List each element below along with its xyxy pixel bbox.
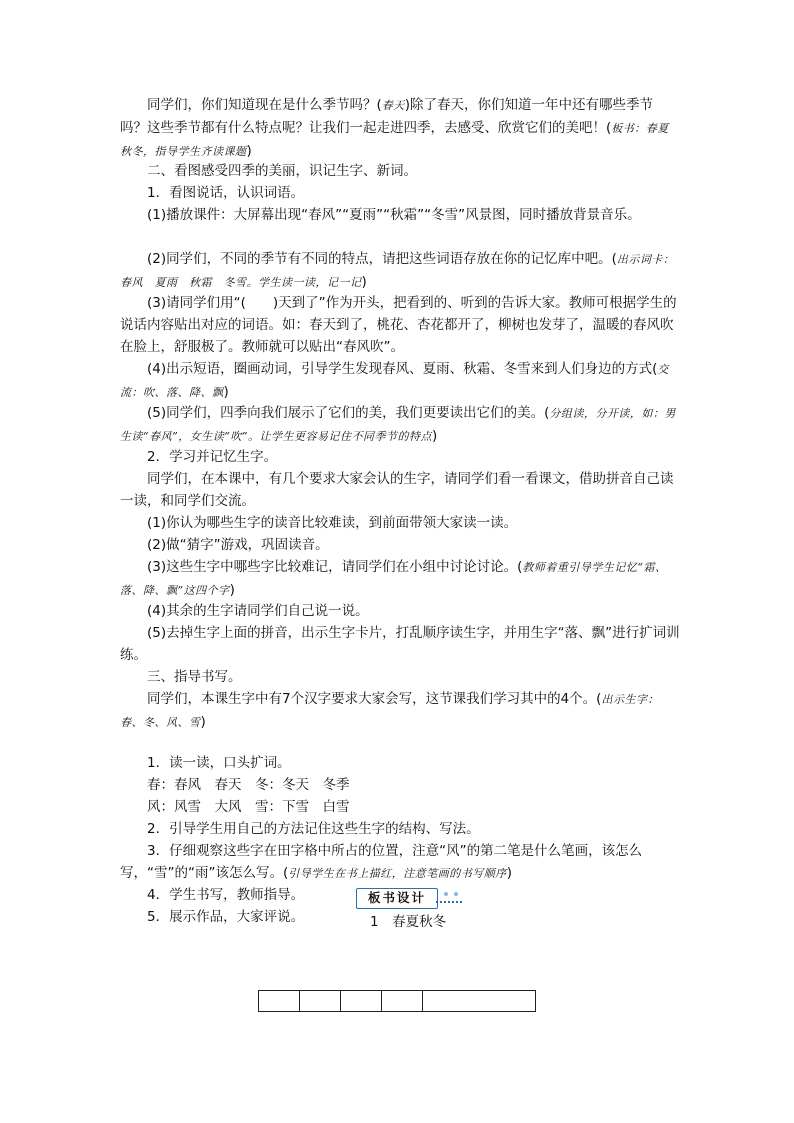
para-learn-1: (1)你认为哪些生字的读音比较难读，到前面带领大家读一读。	[147, 515, 518, 531]
para-note: 出示生字：春、冬、风、雪	[120, 693, 659, 729]
grid-cell	[341, 991, 382, 1011]
board-grid	[258, 990, 536, 1012]
grid-cell	[423, 991, 535, 1011]
para-text: )	[229, 582, 235, 598]
subheading-learn-characters: 2．学习并记忆生字。	[147, 449, 278, 465]
para-writing-5: 5．展示作品，大家评说。	[147, 909, 305, 925]
para-text: (2)同学们，不同的季节有不同的特点，请把这些词语存放在你的记忆库中吧。(	[147, 251, 617, 267]
para-note: 交流：吹、落、降、飘	[120, 363, 669, 399]
para-note: 分组读，分开读，如：男生读“春风”，女生读“吹”。让学生更容易记住不同季节的特点	[120, 407, 676, 443]
para-text: )	[506, 865, 513, 881]
para-writing-1: 1．读一读，口头扩词。	[147, 755, 291, 771]
board-title: 1 春夏秋冬	[370, 914, 447, 930]
para-learn-intro: 同学们，在本课中，有几个要求大家会认的生字，请同学们看一看课文，借助拼音自己读一读，和同学们交流。	[120, 471, 674, 509]
para-text: )	[200, 714, 206, 730]
grid-cell	[382, 991, 423, 1011]
para-text: )	[361, 274, 367, 290]
word-row-wind-snow: 风：风雪 大风 雪：下雪 白雪	[147, 799, 350, 815]
board-design-banner	[356, 888, 466, 908]
para-note: 板书：春夏秋冬，指导学生齐读课题	[120, 122, 669, 158]
para-learn-2: (2)做“猜字”游戏，巩固读音。	[147, 537, 329, 553]
grid-cell	[300, 991, 341, 1011]
para-note: 教师着重引导学生记忆“霜、落、降、飘”这四个字	[120, 561, 667, 597]
para-text: (4)出示短语，圈画动词，引导学生发现春风、夏雨、秋霜、冬雪来到人们身边的方式(	[147, 361, 658, 377]
para-text: (3)这些生字中哪些字比较难记，请同学们在小组中讨论讨论。(	[147, 559, 523, 575]
para-learn-4: (4)其余的生字请同学们自己说一说。	[147, 603, 369, 619]
para-text: )	[246, 143, 252, 159]
grid-cell	[259, 991, 300, 1011]
para-text: 同学们，本课生字中有7个汉字要求大家会写，这节课我们学习其中的4个。(	[147, 691, 602, 707]
para-learn-3	[120, 556, 680, 602]
para-step-2	[120, 248, 680, 294]
para-intro	[120, 94, 680, 163]
para-note: 引导学生在书上描红，注意笔画的书写顺序	[288, 867, 507, 880]
para-note: 出示词卡：春风 夏雨 秋霜 冬雪。学生读一读，记一记	[120, 253, 675, 289]
para-writing-intro	[120, 688, 680, 734]
para-step-1: (1)播放课件：大屏幕出现“春风”“夏雨”“秋霜”“冬雪”风景图，同时播放背景音乐。	[147, 207, 641, 223]
subheading-look-and-talk: 1．看图说话，认识词语。	[147, 185, 305, 201]
para-step-4	[120, 358, 680, 404]
para-writing-3	[120, 840, 680, 885]
section-heading-3: 三、指导书写。	[147, 669, 242, 685]
para-text: )	[223, 384, 229, 400]
board-design-heading: 板书设计	[356, 888, 438, 909]
para-writing-2: 2．引导学生用自己的方法记住这些生字的结构、写法。	[147, 821, 480, 837]
para-text: )除了春天，你们知道一年中还有哪些季节吗？这些季节都有什么特点呢？让我们一起走进四季，去感受、欣赏它们的美吧！(	[120, 97, 654, 136]
decoration-dot-icon	[444, 892, 448, 896]
decoration-dot-icon	[454, 892, 458, 896]
word-row-spring-winter: 春：春风 春天 冬：冬天 冬季	[147, 777, 350, 793]
para-text: )	[432, 428, 438, 444]
para-text: 3．仔细观察这些字在田字格中所占的位置，注意“风”的第二笔是什么笔画，该怎么写，“雪”的“雨”该怎么写。(	[120, 843, 643, 881]
para-note: 春天	[381, 99, 405, 112]
para-text: 同学们，你们知道现在是什么季节吗？(	[147, 97, 382, 113]
section-heading-2: 二、看图感受四季的美丽，识记生字、新词。	[147, 163, 417, 179]
banner-dotted-tail	[436, 901, 462, 906]
para-step-3: (3)请同学们用“( )天到了”作为开头，把看到的、听到的告诉大家。教师可根据学生的说话内容贴出对应的词语。如：春天到了，桃花、杏花都开了，柳树也发芽了，温暖的春风吹在脸上，舒服极了。教师就可以贴出“春风吹”。	[120, 295, 677, 355]
para-text: (5)同学们，四季向我们展示了它们的美，我们更要读出它们的美。(	[147, 405, 550, 421]
para-writing-4: 4．学生书写，教师指导。	[147, 887, 305, 903]
para-learn-5: (5)去掉生字上面的拼音，出示生字卡片，打乱顺序读生字，并用生字“落、飘”进行扩词训练。	[120, 625, 680, 663]
para-step-5	[120, 402, 680, 448]
